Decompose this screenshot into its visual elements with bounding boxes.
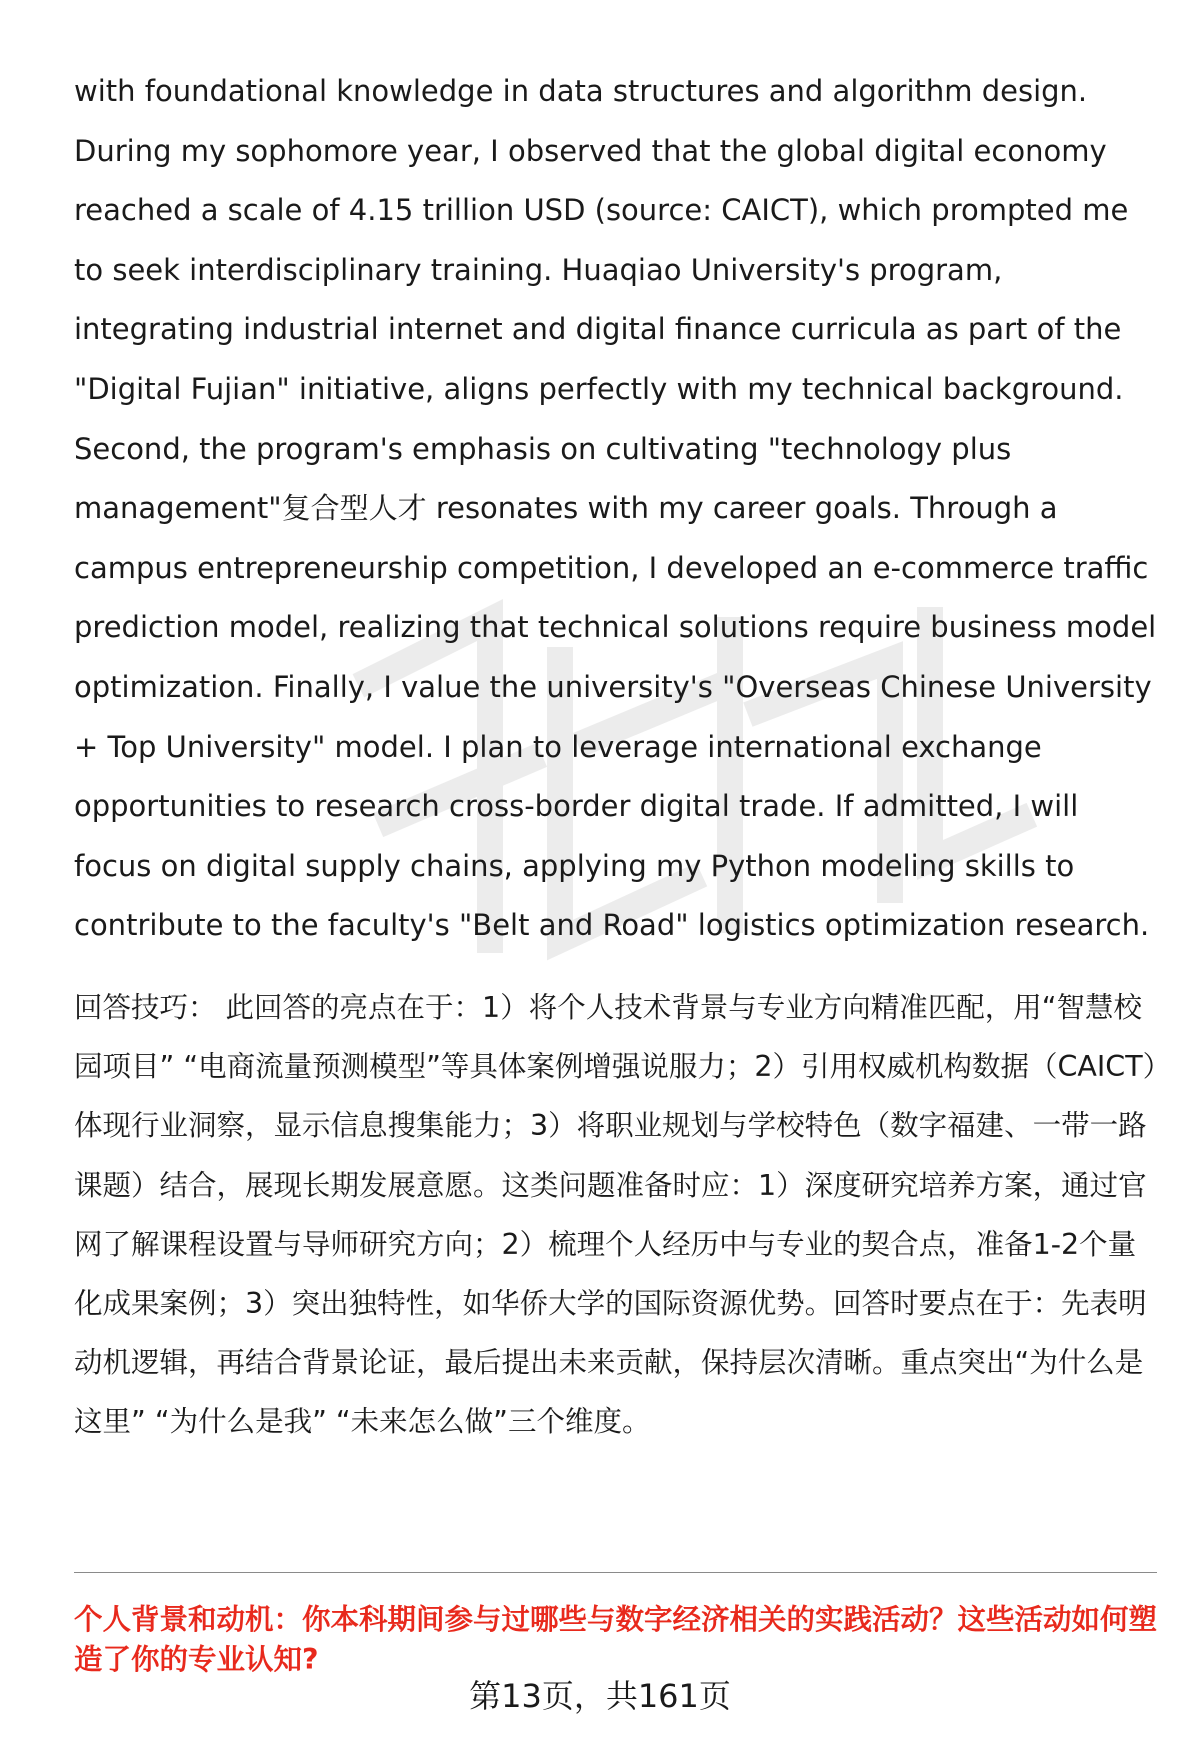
next-question-heading: 个人背景和动机：你本科期间参与过哪些与数字经济相关的实践活动？这些活动如何塑造了你的专业认知? xyxy=(74,1603,1158,1676)
page-number-footer: 第13页，共161页 xyxy=(469,1677,731,1715)
page-content xyxy=(74,62,1159,1452)
answer-tips-paragraph: 回答技巧： 此回答的亮点在于：1）将个人技术背景与专业方向精准匹配，用“智慧校园项目” “电商流量预测模型”等具体案例增强说服力；2）引用权威机构数据（CAICT）体现行业洞察，显示信息搜集能力；3）将职业规划与学校特色（数字福建、一带一路课题）结合，展现长期发展意愿。这类问题准备时应：1）深度研究培养方案，通过官网了解课程设置与导师研究方向；2）梳理个人经历中与专业的契合点，准备1-2个量化成果案例；3）突出独特性，如华侨大学的国际资源优势。回答时要点在于：先表明动机逻辑，再结合背景论证，最后提出未来贡献，保持层次清晰。重点突出“为什么是这里” “为什么是我” “未来怎么做”三个维度。 xyxy=(74,990,1157,1439)
section-divider xyxy=(74,1572,1157,1573)
body-paragraph: with foundational knowledge in data structures and algorithm design. During my sophomore year, I observed that the global digital economy reached a scale of 4.15 trillion USD (source: CAICT), which prompted me to seek interdisciplinary training. Huaqiao University's program, integrating industrial internet and digital finance curricula as part of the "Digital Fujian" initiative, aligns perfectly with my technical background. Second, the program's emphasis on cultivating "technology plus management"复合型人才 resonates with my career goals. Through a campus entrepreneurship competition, I developed an e-commerce traffic prediction model, realizing that technical solutions require business model optimization. Finally, I value the university's "Overseas Chinese University + Top University" model. I plan to leverage international exchange opportunities to research cross-border digital trade. If admitted, I will focus on digital supply chains, applying my Python modeling skills to contribute to the faculty's "Belt and Road" logistics optimization research. xyxy=(74,74,1157,943)
